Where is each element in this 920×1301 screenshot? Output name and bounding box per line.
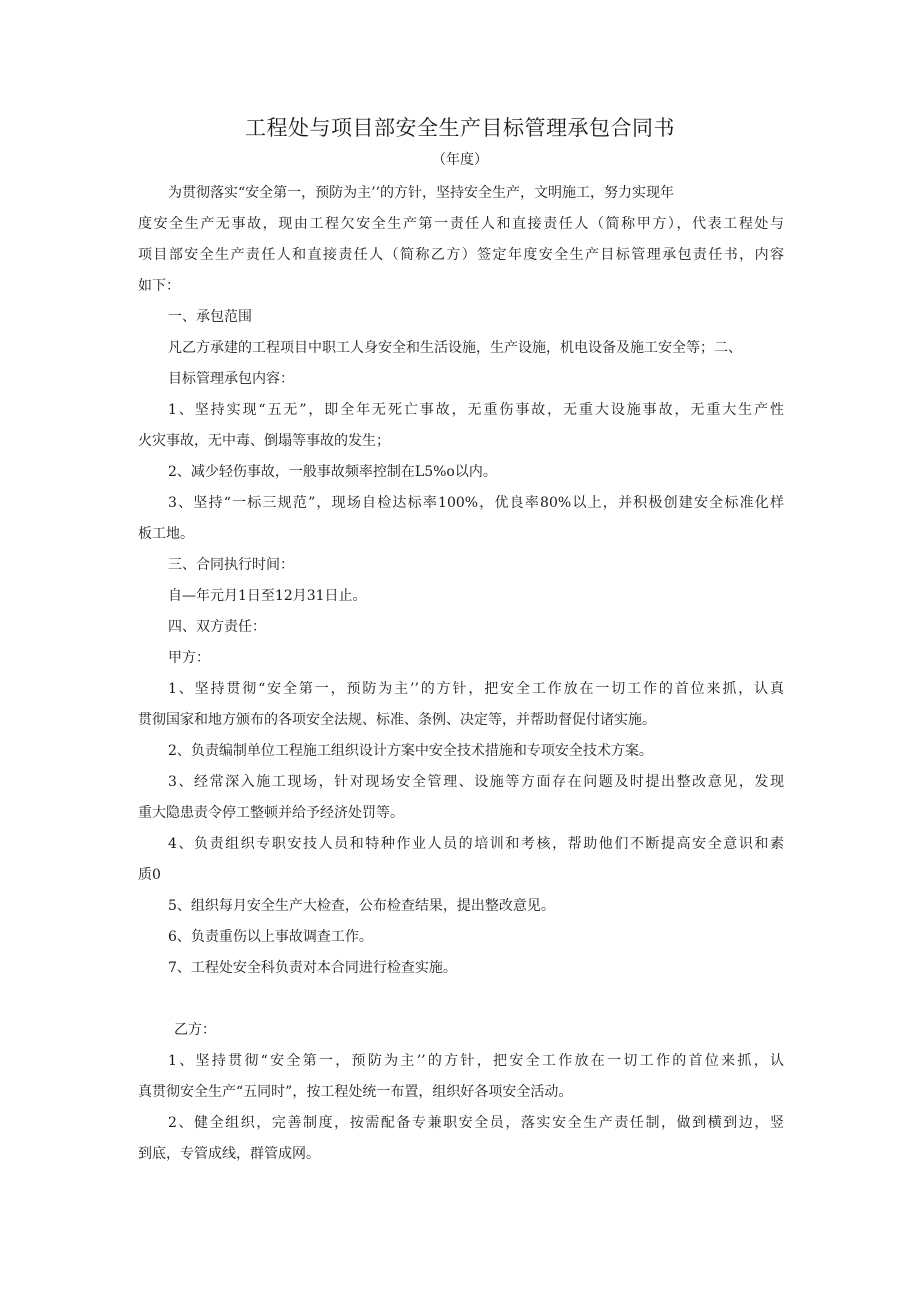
blank-line bbox=[138, 984, 784, 1015]
section-heading: 四、双方责任： bbox=[168, 619, 266, 635]
document-body bbox=[138, 178, 784, 1170]
section-heading: 目标管理承包内容： bbox=[168, 371, 294, 387]
section-heading: 三、合同执行时间： bbox=[168, 557, 294, 573]
document-title: 工程处与项目部安全生产目标管理承包合同书 bbox=[245, 116, 675, 140]
paragraph-line: 自—年元月1日至12月31日止。 bbox=[168, 588, 367, 604]
list-item: 5、组织每月安全生产大检查，公布检查结果，提出整改意见。 bbox=[168, 898, 555, 914]
list-item: 1、坚持实现“五无”，即全年无死亡事故，无重伤事故，无重大设施事故，无重大生产性 bbox=[168, 402, 784, 418]
list-item: 4、负责组织专职安技人员和特种作业人员的培训和考核，帮助他们不断提高安全意识和素 bbox=[168, 836, 784, 852]
paragraph-line: 为贯彻落实“安全第一，预防为主’’的方针，坚持安全生产，文明施工，努力实现年 bbox=[168, 185, 675, 201]
list-item: 1、坚持贯彻“安全第一，预防为主’’的方针，把安全工作放在一切工作的首位来抓，认 bbox=[168, 1053, 784, 1069]
list-item: 1、坚持贯彻“安全第一，预防为主’’的方针，把安全工作放在一切工作的首位来抓，认真 bbox=[168, 681, 784, 697]
list-item-continued: 火灾事故，无中毒、倒塌等事故的发生； bbox=[138, 433, 390, 449]
list-item: 7、工程处安全科负责对本合同进行检查实施。 bbox=[168, 960, 457, 976]
list-item: 3、经常深入施工现场，针对现场安全管理、设施等方面存在问题及时提出整改意见，发现 bbox=[168, 774, 784, 790]
paragraph-line: 度安全生产无事故，现由工程欠安全生产第一责任人和直接责任人（简称甲方），代表工程处与 bbox=[138, 216, 784, 232]
list-item: 2、减少轻伤事故，一般事故频率控制在L5%o以内。 bbox=[168, 464, 497, 480]
list-item-continued: 贯彻国家和地方颁布的各项安全法规、标准、条例、决定等，并帮助督促付诸实施。 bbox=[138, 712, 656, 728]
list-item-continued: 到底，专管成线，群管成网。 bbox=[138, 1146, 320, 1162]
list-item-continued: 质0 bbox=[138, 867, 161, 883]
list-item: 6、负责重伤以上事故调查工作。 bbox=[168, 929, 373, 945]
list-item-continued: 重大隐患责令停工整顿并给予经济处罚等。 bbox=[138, 805, 404, 821]
list-item-continued: 板工地。 bbox=[138, 526, 194, 542]
list-item: 2、负责编制单位工程施工组织设计方案中安全技术措施和专项安全技术方案。 bbox=[168, 743, 653, 759]
party-label: 乙方： bbox=[174, 1022, 216, 1038]
paragraph-line: 凡乙方承建的工程项目中职工人身安全和生活设施，生产设施，机电设备及施工安全等；二、 bbox=[168, 340, 742, 356]
section-heading: 一、承包范围 bbox=[168, 309, 252, 325]
paragraph-line: 项目部安全生产责任人和直接责任人（简称乙方）签定年度安全生产目标管理承包责任书，内容 bbox=[138, 247, 784, 263]
party-label: 甲方： bbox=[168, 650, 210, 666]
list-item-continued: 真贯彻安全生产“五同时”，按工程处统一布置，组织好各项安全活动。 bbox=[138, 1084, 573, 1100]
paragraph-line: 如下： bbox=[138, 278, 180, 294]
list-item: 2、健全组织，完善制度，按需配备专兼职安全员，落实安全生产责任制，做到横到边，竖 bbox=[168, 1115, 784, 1131]
document-subtitle: （年度） bbox=[432, 152, 488, 168]
list-item: 3、坚持“一标三规范”，现场自检达标率100%，优良率80%以上，并积极创建安全标准化样 bbox=[168, 495, 784, 511]
